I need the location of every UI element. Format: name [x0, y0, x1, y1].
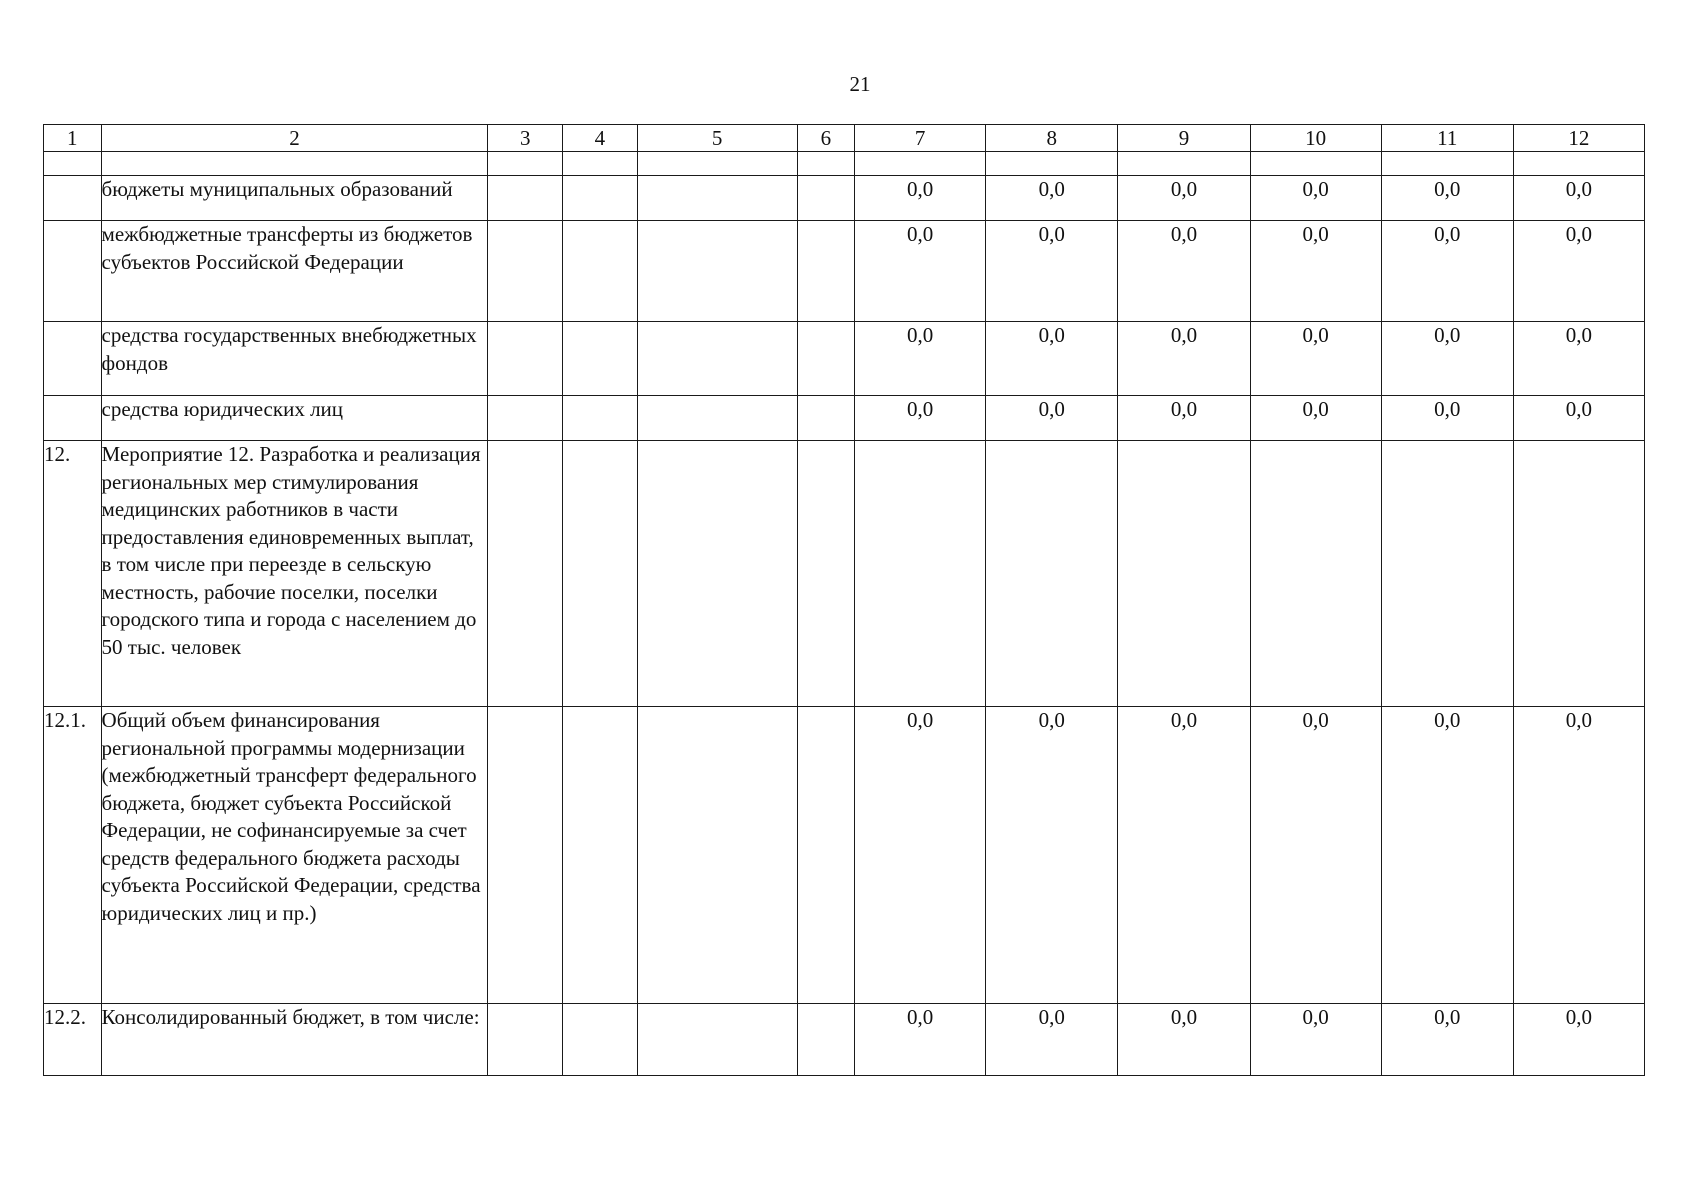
- empty-cell: [797, 396, 855, 441]
- value-cell: [1381, 441, 1513, 707]
- column-number: 9: [1118, 125, 1250, 152]
- table-row: [44, 441, 1645, 707]
- empty-cell: [488, 322, 563, 396]
- column-number: 4: [563, 125, 638, 152]
- empty-cell: [488, 1004, 563, 1076]
- empty-cell: [797, 322, 855, 396]
- row-number: 12.1.: [44, 707, 102, 1004]
- value-cell: 0,0: [1118, 322, 1250, 396]
- empty-cell: [637, 322, 797, 396]
- blank-cell: [797, 152, 855, 176]
- value-cell: 0,0: [1250, 221, 1381, 322]
- blank-cell: [855, 152, 986, 176]
- value-cell: 0,0: [1118, 221, 1250, 322]
- empty-cell: [488, 221, 563, 322]
- value-cell: 0,0: [1118, 707, 1250, 1004]
- blank-cell: [986, 152, 1118, 176]
- value-cell: 0,0: [986, 221, 1118, 322]
- value-cell: 0,0: [1513, 707, 1644, 1004]
- empty-cell: [563, 1004, 638, 1076]
- value-cell: 0,0: [1381, 176, 1513, 221]
- value-cell: 0,0: [1250, 396, 1381, 441]
- value-cell: [1118, 441, 1250, 707]
- blank-row: [44, 152, 1645, 176]
- empty-cell: [563, 322, 638, 396]
- value-cell: 0,0: [1118, 176, 1250, 221]
- column-number: 2: [101, 125, 488, 152]
- empty-cell: [637, 441, 797, 707]
- value-cell: 0,0: [986, 396, 1118, 441]
- value-cell: 0,0: [1250, 707, 1381, 1004]
- empty-cell: [488, 396, 563, 441]
- table-row: [44, 396, 1645, 441]
- table-row: [44, 707, 1645, 1004]
- value-cell: 0,0: [986, 707, 1118, 1004]
- column-number: 6: [797, 125, 855, 152]
- row-description: Общий объем финансирования региональной программы модернизации (межбюджетный трансферт федерального бюджета, бюджет субъекта Российской Федерации, не софинансируемые за счет средств федерального бюджета расходы субъекта Российской Федерации, средства юридических лиц и пр.): [101, 707, 488, 1004]
- table-row: [44, 176, 1645, 221]
- value-cell: 0,0: [986, 322, 1118, 396]
- table-row: [44, 322, 1645, 396]
- column-number: 10: [1250, 125, 1381, 152]
- value-cell: 0,0: [1513, 1004, 1644, 1076]
- column-number: 3: [488, 125, 563, 152]
- empty-cell: [563, 707, 638, 1004]
- value-cell: 0,0: [1513, 322, 1644, 396]
- value-cell: 0,0: [855, 1004, 986, 1076]
- row-description: средства государственных внебюджетных фондов: [101, 322, 488, 396]
- column-number: 12: [1513, 125, 1644, 152]
- empty-cell: [563, 176, 638, 221]
- empty-cell: [797, 1004, 855, 1076]
- value-cell: 0,0: [855, 322, 986, 396]
- column-number: 5: [637, 125, 797, 152]
- empty-cell: [488, 441, 563, 707]
- empty-cell: [797, 176, 855, 221]
- value-cell: 0,0: [855, 221, 986, 322]
- row-number: 12.2.: [44, 1004, 102, 1076]
- value-cell: 0,0: [986, 176, 1118, 221]
- value-cell: 0,0: [1513, 396, 1644, 441]
- value-cell: 0,0: [1118, 1004, 1250, 1076]
- empty-cell: [797, 441, 855, 707]
- row-number: [44, 176, 102, 221]
- value-cell: 0,0: [1381, 221, 1513, 322]
- row-description: средства юридических лиц: [101, 396, 488, 441]
- empty-cell: [797, 221, 855, 322]
- value-cell: 0,0: [1118, 396, 1250, 441]
- blank-cell: [488, 152, 563, 176]
- budget-table: [43, 124, 1645, 1076]
- row-number: [44, 322, 102, 396]
- blank-cell: [637, 152, 797, 176]
- empty-cell: [637, 396, 797, 441]
- row-description: Консолидированный бюджет, в том числе:: [101, 1004, 488, 1076]
- blank-cell: [1250, 152, 1381, 176]
- row-number: [44, 221, 102, 322]
- value-cell: [1250, 441, 1381, 707]
- value-cell: 0,0: [1381, 707, 1513, 1004]
- empty-cell: [637, 1004, 797, 1076]
- row-number: [44, 396, 102, 441]
- empty-cell: [488, 707, 563, 1004]
- blank-cell: [44, 152, 102, 176]
- empty-cell: [563, 221, 638, 322]
- empty-cell: [637, 221, 797, 322]
- empty-cell: [563, 441, 638, 707]
- blank-cell: [101, 152, 488, 176]
- value-cell: [1513, 441, 1644, 707]
- table-row: [44, 221, 1645, 322]
- value-cell: 0,0: [855, 176, 986, 221]
- column-number: 8: [986, 125, 1118, 152]
- value-cell: 0,0: [986, 1004, 1118, 1076]
- value-cell: [986, 441, 1118, 707]
- empty-cell: [637, 707, 797, 1004]
- empty-cell: [637, 176, 797, 221]
- blank-cell: [1381, 152, 1513, 176]
- column-number: 1: [44, 125, 102, 152]
- value-cell: 0,0: [1513, 221, 1644, 322]
- value-cell: 0,0: [1381, 322, 1513, 396]
- value-cell: 0,0: [1250, 176, 1381, 221]
- column-number: 11: [1381, 125, 1513, 152]
- row-description: межбюджетные трансферты из бюджетов субъектов Российской Федерации: [101, 221, 488, 322]
- value-cell: 0,0: [1381, 1004, 1513, 1076]
- value-cell: [855, 441, 986, 707]
- row-description: Мероприятие 12. Разработка и реализация региональных мер стимулирования медицинских работников в части предоставления единовременных выплат, в том числе при переезде в сельскую местность, рабочие поселки, поселки городского типа и города с населением до 50 тыс. человек: [101, 441, 488, 707]
- table-row: [44, 1004, 1645, 1076]
- column-number-row: [44, 125, 1645, 152]
- blank-cell: [1513, 152, 1644, 176]
- value-cell: 0,0: [1250, 1004, 1381, 1076]
- row-description: бюджеты муниципальных образований: [101, 176, 488, 221]
- column-number: 7: [855, 125, 986, 152]
- page-number: 21: [849, 72, 871, 96]
- value-cell: 0,0: [1250, 322, 1381, 396]
- blank-cell: [563, 152, 638, 176]
- empty-cell: [797, 707, 855, 1004]
- row-number: 12.: [44, 441, 102, 707]
- empty-cell: [563, 396, 638, 441]
- empty-cell: [488, 176, 563, 221]
- value-cell: 0,0: [1513, 176, 1644, 221]
- value-cell: 0,0: [855, 396, 986, 441]
- value-cell: 0,0: [855, 707, 986, 1004]
- value-cell: 0,0: [1381, 396, 1513, 441]
- blank-cell: [1118, 152, 1250, 176]
